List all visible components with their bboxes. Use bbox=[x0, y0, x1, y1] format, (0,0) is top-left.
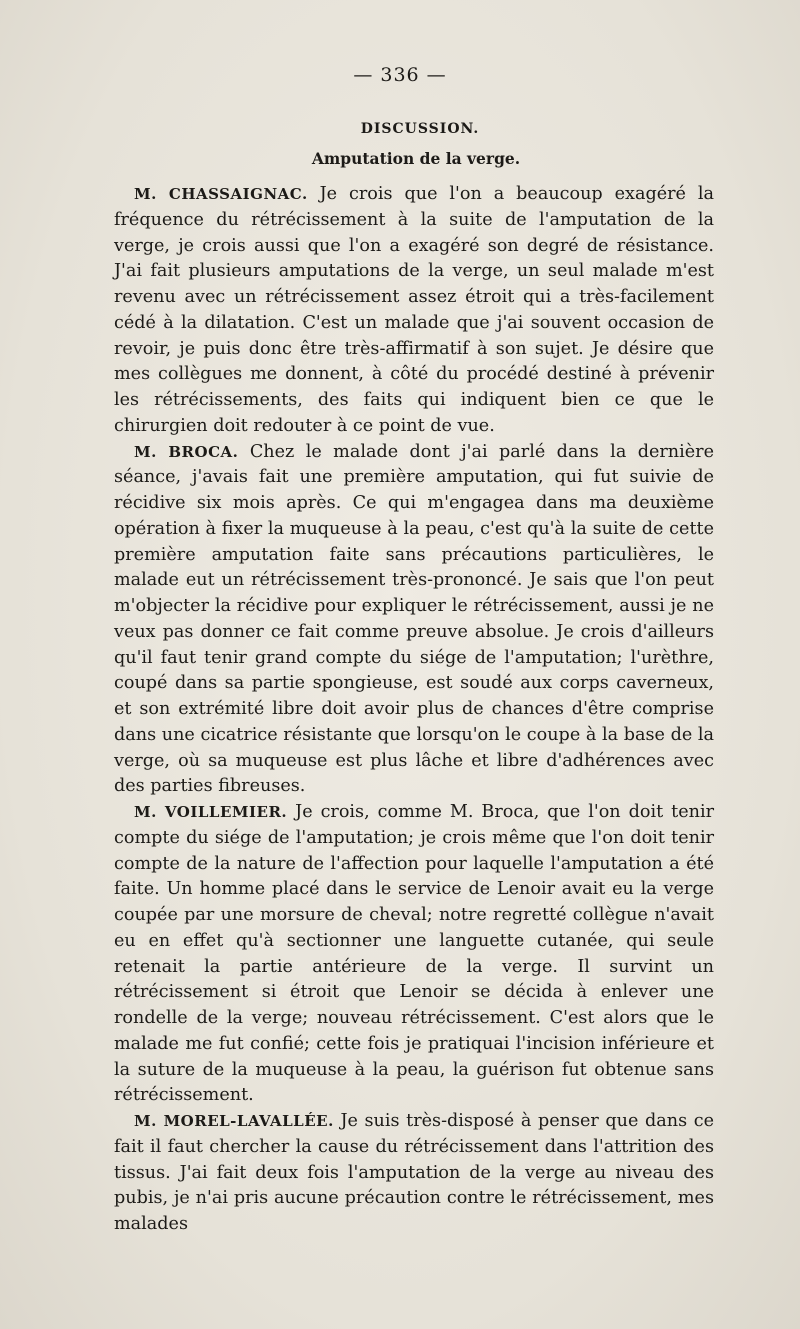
section-heading: DISCUSSION. bbox=[360, 121, 480, 137]
body-text bbox=[114, 182, 714, 1238]
paragraph-text: Je crois, comme M. Broca, que l'on doit tenir compte du siége de l'amputation; je crois même que l'on doit tenir compte de la nature de l'affection pour laquelle l'amputation a été faite. Un homme placé dans le service de Lenoir avait eu la verge coupée par une morsure de cheval; notre regretté collègue n'avait eu en effet qu'à sectionner une languette cutanée, qui seule retenait la partie antérieure de la verge. Il survint un rétrécissement si étroit que Lenoir se décida à enlever une rondelle de la verge; nouveau rétrécissement. C'est alors que le malade me fut confié; cette fois je pratiquai l'incision inférieure et la suture de la muqueuse à la peau, la guérison fut obtenue sans rétrécissement. bbox=[114, 802, 714, 1106]
paragraph-chassaignac bbox=[114, 182, 714, 440]
paragraph-voillemier bbox=[114, 800, 714, 1109]
paragraph-morel-lavallee bbox=[114, 1109, 714, 1238]
paragraph-text: Je crois que l'on a beaucoup exagéré la fréquence du rétrécissement à la suite de l'amputation de la verge, je crois aussi que l'on a exagéré son degré de résistance. J'ai fait plusieurs amputations de la verge, un seul malade m'est revenu avec un rétrécissement assez étroit qui a très-facilement cédé à la dilatation. C'est un malade que j'ai souvent occasion de revoir, je puis donc être très-affirmatif à son sujet. Je désire que mes collègues me donnent, à côté du procédé destiné à prévenir les rétrécissements, des faits qui indiquent bien ce que le chirurgien doit redouter à ce point de vue. bbox=[114, 184, 714, 436]
page-number: — 336 — bbox=[353, 64, 447, 86]
speaker-name: M. BROCA. bbox=[134, 442, 239, 461]
paragraph-text: Je suis très-disposé à penser que dans ce fait il faut chercher la cause du rétrécissement dans l'attrition des tissus. J'ai fait deux fois l'amputation de la verge au niveau des pubis, je n'ai pris aucune précaution contre le rétrécissement, mes malades bbox=[114, 1111, 715, 1234]
speaker-name: M. MOREL-LAVALLÉE. bbox=[134, 1112, 334, 1130]
speaker-name: M. CHASSAIGNAC. bbox=[134, 185, 308, 203]
paragraph-broca bbox=[114, 440, 714, 801]
paragraph-text: Chez le malade dont j'ai parlé dans la dernière séance, j'avais fait une première amputation, qui fut suivie de récidive six mois après. Ce qui m'engagea dans ma deuxième opération à fixer la muqueuse à la peau, c'est qu'à la suite de cette première amputation faite sans précautions particulières, le malade eut un rétrécissement très-prononcé. Je sais que l'on peut m'objecter la récidive pour expliquer le rétrécissement, aussi je ne veux pas donner ce fait comme preuve absolue. Je crois d'ailleurs qu'il faut tenir grand compte du siége de l'amputation; l'urèthre, coupé dans sa partie spongieuse, est soudé aux corps caverneux, et son extrémité libre doit avoir plus de chances d'être comprise dans une cicatrice résistante que lorsqu'on le coupe à la base de la verge, où sa muqueuse est plus lâche et libre d'adhérences avec des parties fibreuses. bbox=[114, 441, 714, 797]
subheading: Amputation de la verge. bbox=[311, 149, 521, 168]
speaker-name: M. VOILLEMIER. bbox=[134, 803, 288, 821]
